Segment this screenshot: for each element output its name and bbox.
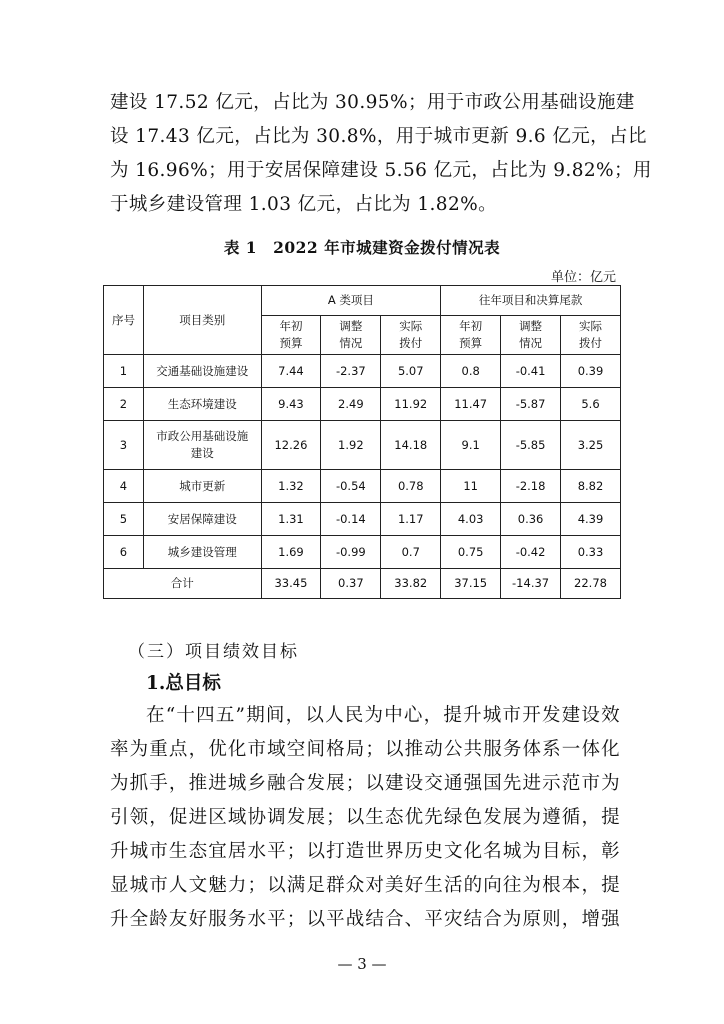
table-row — [104, 536, 621, 569]
total-value: 37.15 — [441, 569, 501, 599]
row-seq: 4 — [104, 470, 144, 503]
row-category: 城市更新 — [143, 470, 261, 503]
header-category: 项目类别 — [143, 286, 261, 355]
cell-value: -2.37 — [321, 355, 381, 388]
cell-value: 14.18 — [381, 421, 441, 470]
cell-value: 11 — [441, 470, 501, 503]
cell-value: -0.54 — [321, 470, 381, 503]
total-value: 22.78 — [561, 569, 621, 599]
row-seq: 5 — [104, 503, 144, 536]
body-line-6: 显城市人文魅力；以满足群众对美好生活的向往为根本，提 — [110, 875, 620, 896]
total-label: 合计 — [104, 569, 262, 599]
cell-value: 11.47 — [441, 388, 501, 421]
cell-value: 1.32 — [261, 470, 321, 503]
header-seq: 序号 — [104, 286, 144, 355]
total-value: 33.45 — [261, 569, 321, 599]
body-line-7: 升全龄友好服务水平；以平战结合、平灾结合为原则，增强 — [110, 909, 620, 930]
total-value: 0.37 — [321, 569, 381, 599]
header-group-b: 往年项目和决算尾款 — [441, 286, 621, 316]
cell-value: 4.39 — [561, 503, 621, 536]
cell-value: 0.39 — [561, 355, 621, 388]
cell-value: 0.7 — [381, 536, 441, 569]
funding-table — [103, 285, 621, 599]
cell-value: -0.14 — [321, 503, 381, 536]
cell-value: -0.41 — [501, 355, 561, 388]
cell-value: 1.92 — [321, 421, 381, 470]
cell-value: 9.43 — [261, 388, 321, 421]
cell-value: -2.18 — [501, 470, 561, 503]
sub-heading: 1.总目标 — [146, 673, 221, 694]
cell-value: 4.03 — [441, 503, 501, 536]
cell-value: 0.8 — [441, 355, 501, 388]
table-row — [104, 470, 621, 503]
cell-value: -0.99 — [321, 536, 381, 569]
intro-line-2: 设 17.43 亿元，占比为 30.8%，用于城市更新 9.6 亿元，占比 — [110, 126, 647, 147]
cell-value: 1.31 — [261, 503, 321, 536]
cell-value: 8.82 — [561, 470, 621, 503]
subheader-a-budget: 年初 预算 — [261, 316, 321, 355]
table-caption: 表 1 2022 年市城建资金拨付情况表 — [223, 238, 501, 257]
table-header-row — [104, 286, 621, 316]
table-row — [104, 421, 621, 470]
cell-value: 11.92 — [381, 388, 441, 421]
subheader-b-budget: 年初 预算 — [441, 316, 501, 355]
intro-line-1: 建设 17.52 亿元，占比为 30.95%；用于市政公用基础设施建 — [110, 92, 635, 113]
row-category: 交通基础设施建设 — [143, 355, 261, 388]
row-category: 城乡建设管理 — [143, 536, 261, 569]
row-seq: 2 — [104, 388, 144, 421]
subheader-b-adjust: 调整 情况 — [501, 316, 561, 355]
cell-value: 2.49 — [321, 388, 381, 421]
table-row — [104, 388, 621, 421]
cell-value: 9.1 — [441, 421, 501, 470]
row-seq: 6 — [104, 536, 144, 569]
cell-value: 3.25 — [561, 421, 621, 470]
table-total-row — [104, 569, 621, 599]
table-row — [104, 355, 621, 388]
cell-value: -0.42 — [501, 536, 561, 569]
cell-value: 0.36 — [501, 503, 561, 536]
body-line-3: 为抓手，推进城乡融合发展；以建设交通强国先进示范市为 — [110, 773, 620, 794]
body-line-2: 率为重点，优化市域空间格局；以推动公共服务体系一体化 — [110, 739, 620, 760]
cell-value: 1.69 — [261, 536, 321, 569]
intro-line-4: 于城乡建设管理 1.03 亿元，占比为 1.82%。 — [110, 194, 498, 215]
cell-value: 0.33 — [561, 536, 621, 569]
cell-value: 1.17 — [381, 503, 441, 536]
cell-value: 12.26 — [261, 421, 321, 470]
cell-value: -5.85 — [501, 421, 561, 470]
header-group-a: A 类项目 — [261, 286, 441, 316]
intro-line-3: 为 16.96%；用于安居保障建设 5.56 亿元，占比为 9.82%；用 — [110, 160, 652, 181]
page-number: — 3 — — [337, 955, 387, 973]
total-value: -14.37 — [501, 569, 561, 599]
cell-value: -5.87 — [501, 388, 561, 421]
table-row — [104, 503, 621, 536]
cell-value: 0.75 — [441, 536, 501, 569]
row-category: 市政公用基础设施 建设 — [143, 421, 261, 470]
subheader-b-actual: 实际 拨付 — [561, 316, 621, 355]
cell-value: 0.78 — [381, 470, 441, 503]
section-heading: （三）项目绩效目标 — [128, 642, 299, 662]
cell-value: 5.07 — [381, 355, 441, 388]
subheader-a-actual: 实际 拨付 — [381, 316, 441, 355]
subheader-a-adjust: 调整 情况 — [321, 316, 381, 355]
body-line-5: 升城市生态宜居水平；以打造世界历史文化名城为目标，彰 — [110, 841, 620, 862]
cell-value: 7.44 — [261, 355, 321, 388]
table-unit: 单位：亿元 — [550, 270, 616, 285]
cell-value: 5.6 — [561, 388, 621, 421]
total-value: 33.82 — [381, 569, 441, 599]
row-category: 安居保障建设 — [143, 503, 261, 536]
body-line-4: 引领，促进区域协调发展；以生态优先绿色发展为遵循，提 — [110, 807, 620, 828]
row-seq: 3 — [104, 421, 144, 470]
row-seq: 1 — [104, 355, 144, 388]
body-line-1: 在“十四五”期间，以人民为中心，提升城市开发建设效 — [146, 705, 620, 726]
row-category: 生态环境建设 — [143, 388, 261, 421]
